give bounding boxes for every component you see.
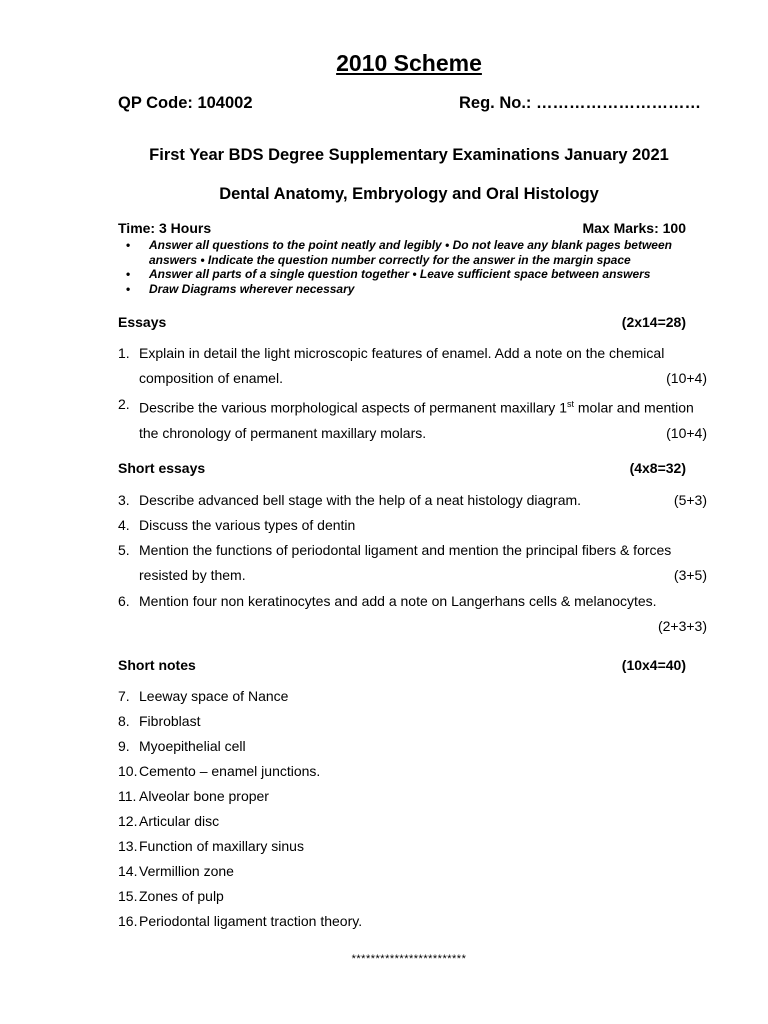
question-text: Explain in detail the light microscopic features of enamel. Add a note on the chemical — [139, 345, 665, 361]
question-text-cont: composition of enamel. — [139, 370, 283, 386]
question-item — [118, 341, 707, 391]
question-number: 4. — [118, 517, 130, 533]
question-text: Mention four non keratinocytes and add a note on Langerhans cells & melanocytes. — [139, 593, 657, 609]
question-item — [118, 538, 707, 588]
question-text: Describe advanced bell stage with the help of a neat histology diagram. — [139, 492, 582, 508]
question-text: Mention the functions of periodontal ligament and mention the principal fibers & forces — [139, 542, 672, 558]
question-text-cont: resisted by them. — [139, 567, 246, 583]
exam-subject: Dental Anatomy, Embryology and Oral Histology — [219, 185, 599, 203]
instruction-item: • Answer all parts of a single question together • Leave sufficient space between answers — [126, 267, 651, 281]
section-title-essays: Essays — [118, 314, 167, 330]
list-item: 8. Fibroblast — [118, 713, 201, 729]
section-marks-short-essays: (4x8=32) — [629, 460, 686, 476]
reg-no: Reg. No.: ………………………… — [459, 94, 701, 112]
question-text: Describe the various morphological aspects of permanent maxillary 1st molar and mention — [139, 399, 694, 416]
question-item — [118, 392, 707, 446]
question-number: 5. — [118, 542, 130, 558]
list-item: 16. Periodontal ligament traction theory. — [118, 913, 363, 929]
instruction-item: • Answer all questions to the point neatly and legibly • Do not leave any blank pages between answers • Indicate the question number correctly for the answer in the margin space — [126, 238, 672, 267]
exam-time: Time: 3 Hours — [118, 220, 212, 236]
section-marks-short-notes: (10x4=40) — [621, 657, 686, 673]
list-item: 10. Cemento – enamel junctions. — [118, 763, 321, 779]
section-title-short-notes: Short notes — [118, 657, 196, 673]
question-item — [118, 488, 707, 513]
question-number: 1. — [118, 345, 130, 361]
short-notes-list — [118, 684, 703, 934]
qp-code: QP Code: 104002 — [118, 94, 253, 112]
section-title-short-essays: Short essays — [118, 460, 206, 476]
section-marks-essays: (2x14=28) — [621, 314, 686, 330]
list-item: 9. Myoepithelial cell — [118, 738, 246, 754]
max-marks: Max Marks: 100 — [582, 220, 686, 236]
end-marker: ************************ — [351, 953, 467, 965]
question-item — [118, 589, 707, 639]
list-item: 14. Vermillion zone — [118, 863, 234, 879]
question-marks: (10+4) — [666, 424, 707, 441]
question-marks: (5+3) — [673, 492, 707, 508]
list-item: 13. Function of maxillary sinus — [118, 838, 304, 854]
exam-name: First Year BDS Degree Supplementary Examinations January 2021 — [149, 146, 669, 164]
question-text-cont: the chronology of permanent maxillary molars. — [139, 424, 427, 441]
bullet-icon: • — [126, 267, 131, 281]
bullet-icon: • — [126, 238, 131, 252]
bullet-icon: • — [126, 281, 131, 296]
question-item — [118, 513, 703, 538]
question-number: 6. — [118, 593, 130, 609]
list-item: 15. Zones of pulp — [118, 888, 224, 904]
question-text: Discuss the various types of dentin — [139, 517, 356, 533]
list-item: 12. Articular disc — [118, 813, 220, 829]
question-marks: (2+3+3) — [657, 618, 707, 634]
instructions-list — [126, 238, 676, 296]
question-number: 2. — [118, 396, 130, 412]
scheme-title: 2010 Scheme — [336, 50, 482, 76]
list-item: 7. Leeway space of Nance — [118, 688, 289, 704]
question-marks: (10+4) — [666, 370, 707, 386]
question-marks: (3+5) — [673, 567, 707, 583]
list-item: 11. Alveolar bone proper — [118, 788, 269, 804]
instruction-item: • Draw Diagrams wherever necessary — [126, 281, 355, 296]
question-number: 3. — [118, 492, 130, 508]
